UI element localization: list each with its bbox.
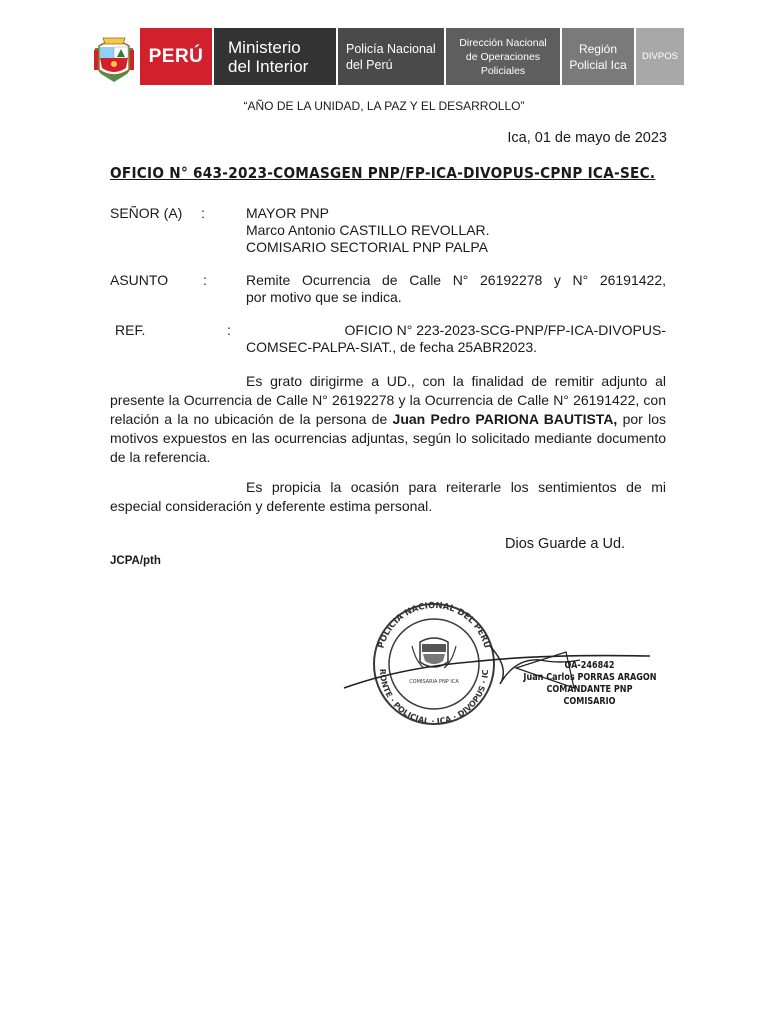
region-line-2: Policial Ica (569, 57, 627, 72)
document-title: OFICIO N° 643-2023-COMASGEN PNP/FP-ICA-DIVOPUS-CPNP ICA-SEC. (110, 164, 656, 182)
officer-name: Juan Carlos PORRAS ARAGON (523, 672, 657, 683)
asunto-label: ASUNTO (110, 272, 169, 288)
police-line-2: del Perú (346, 57, 393, 72)
direction-line-1: Dirección Nacional (459, 36, 547, 49)
direction-line-2: de Operaciones (465, 50, 541, 63)
officer-cip: OA-246842 (564, 660, 615, 671)
peru-label (140, 28, 212, 85)
ref-label: REF. (115, 322, 146, 338)
letterhead-banner (88, 28, 684, 85)
addressee-line-2: Marco Antonio CASTILLO REVOLLAR. (246, 222, 490, 238)
ministry-line-1: Ministerio (228, 37, 301, 57)
document-date: Ica, 01 de mayo de 2023 (507, 130, 667, 146)
body-paragraph-1-end: por los motivos expuestos en las ocurrencias adjuntas, según lo solicitado mediante documento de la referencia. (110, 411, 667, 465)
initials: JCPA/pth (110, 555, 161, 567)
region-line-1: Región (578, 41, 617, 56)
body-paragraph-1-start: Es grato dirigirme a UD., con la finalidad de remitir adjunto al presente la Ocurrencia de Calle N° 26192278 y la Ocurrencia de Calle N° 26191422, con relación a la no ubicación de la persona de (110, 373, 666, 427)
ministry-line-2: del Interior (228, 56, 309, 76)
country-text: PERÚ (148, 45, 204, 67)
svg-text:POLICIA NACIONAL DEL PERU (376, 601, 491, 650)
unit-label (634, 28, 684, 85)
closing-line: Dios Guarde a Ud. (505, 536, 626, 552)
senor-label: SEÑOR (A) (110, 205, 183, 221)
police-label (336, 28, 444, 85)
police-line-1: Policía Nacional (346, 41, 436, 56)
officer-rank: COMANDANTE PNP (546, 684, 633, 695)
signature-block (340, 598, 660, 728)
body-paragraph-2: Es propicia la ocasión para reiterarle los sentimientos de mi especial consideración y deferente estima personal. (110, 479, 666, 514)
asunto-colon: : (203, 272, 207, 288)
body-paragraph-1 (110, 372, 666, 467)
ministry-label (212, 28, 336, 85)
direction-line-3: Policiales (480, 64, 526, 77)
person-name: Juan Pedro PARIONA BAUTISTA, (392, 411, 618, 427)
direction-label (444, 28, 560, 85)
ref-line-2: COMSEC-PALPA-SIAT., de fecha 25ABR2023. (246, 339, 538, 355)
coat-of-arms-icon (88, 28, 140, 85)
ref-line-1: OFICIO N° 223-2023-SCG-PNP/FP-ICA-DIVOPUS- (344, 322, 666, 338)
stamp-center-text: COMISARIA PNP ICA (409, 679, 459, 685)
asunto-line-2: por motivo que se indica. (246, 289, 402, 305)
stamp-bottom-text: RONTE · POLICIAL · ICA · DIVOPUS · IC (377, 668, 491, 727)
addressee-line-1: MAYOR PNP (246, 205, 329, 221)
ref-colon: : (227, 322, 231, 338)
addressee-line-3: COMISARIO SECTORIAL PNP PALPA (246, 239, 488, 255)
unit-text: DIVPOS (642, 51, 678, 62)
asunto-line-1: Remite Ocurrencia de Calle N° 26192278 y N° 26191422, (246, 272, 666, 288)
senor-colon: : (201, 205, 205, 221)
officer-post: COMISARIO (563, 696, 616, 707)
stamp-top-text: POLICIA NACIONAL DEL PERU (376, 600, 492, 650)
year-motto: “AÑO DE LA UNIDAD, LA PAZ Y EL DESARROLLO” (243, 99, 525, 113)
region-label (560, 28, 634, 85)
